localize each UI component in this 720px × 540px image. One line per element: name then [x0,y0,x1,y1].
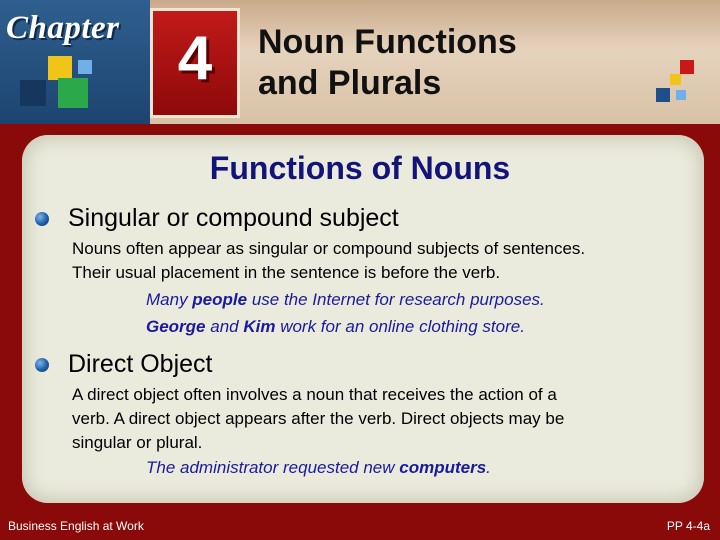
example-text: The administrator requested new [146,458,400,477]
section-body [72,383,564,455]
footer-publication: Business English at Work [8,519,144,533]
example-noun: George [146,317,206,336]
chapter-word: Chapter [6,10,120,46]
example-noun: computers [399,458,487,477]
example-text: work for an online clothing store. [275,317,525,336]
example-sentence [146,313,525,340]
slide-title: Functions of Nouns [209,150,511,186]
decor-square-yellow-small [670,74,681,85]
section-heading: Direct Object [68,350,213,378]
body-line: singular or plural. [72,433,203,452]
body-line: A direct object often involves a noun that receives the action of a [72,385,557,404]
example-noun: people [192,290,248,309]
example-sentence [146,454,491,481]
chapter-badge [0,0,150,124]
example-sentence [146,286,545,313]
chapter-title-line1: Noun Functions [258,23,517,61]
chapter-title [258,22,578,104]
decor-square-navy [20,80,46,106]
chapter-number: 4 [177,24,213,93]
section-heading: Singular or compound subject [68,204,399,232]
footer-page-number: PP 4-4a [666,519,710,533]
body-line: Their usual placement in the sentence is before the verb. [72,263,501,282]
bullet-icon [35,212,49,226]
body-line: Nouns often appear as singular or compound subjects of sentences. [72,239,586,258]
chapter-number-box [150,8,240,118]
section-body [72,237,585,285]
decor-square-lightblue [78,60,92,74]
example-text: Many [146,290,193,309]
example-text: and [205,317,244,336]
decor-square-blue-small [656,88,670,102]
chapter-title-line2: and Plurals [258,64,442,102]
body-line: verb. A direct object appears after the verb. Direct objects may be [72,409,565,428]
decor-square-green [58,78,88,108]
example-noun: Kim [243,317,276,336]
example-text: . [486,458,491,477]
decor-square-red [680,60,694,74]
decor-square-lightblue-small [676,90,686,100]
bullet-icon [35,358,49,372]
chapter-header [0,0,720,124]
decor-square-yellow [48,56,72,80]
example-text: use the Internet for research purposes. [247,290,545,309]
